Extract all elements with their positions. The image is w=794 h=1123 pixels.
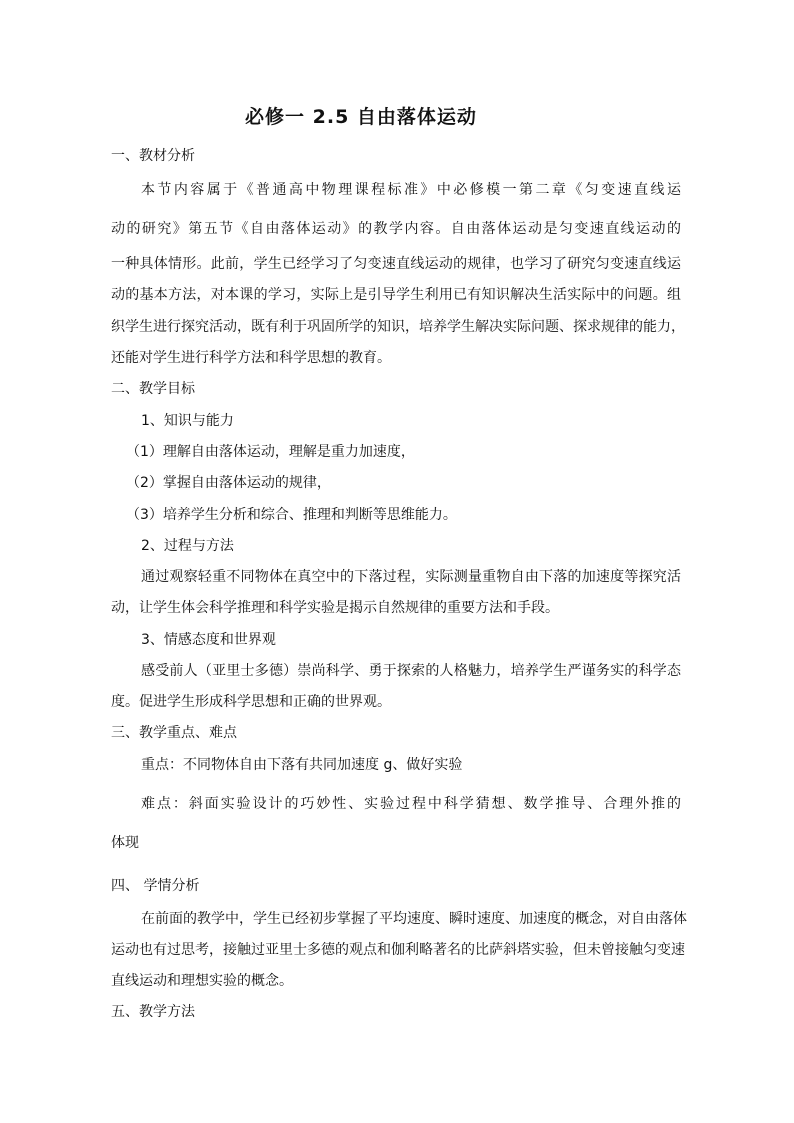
difficult-point-line: 难点：斜面实验设计的巧妙性、实验过程中科学猜想、数学推导、合理外推的	[141, 796, 681, 812]
paragraph-line: 直线运动和理想实验的概念。	[111, 973, 293, 989]
document-title: 必修一 2.5 自由落体运动	[245, 106, 477, 128]
paragraph-line: 一种具体情形。此前，学生已经学习了匀变速直线运动的规律，也学习了研究匀变速直线运	[111, 256, 681, 272]
paragraph-line: 织学生进行探究活动，既有利于巩固所学的知识，培养学生解决实际问题、探求规律的能力，	[111, 319, 685, 335]
difficult-point-line: 体现	[111, 835, 139, 851]
subheading-process-method: 2、过程与方法	[141, 538, 234, 554]
paragraph-line: 还能对学生进行科学方法和科学思想的教育。	[111, 350, 391, 366]
paragraph-line: 本节内容属于《普通高中物理课程标准》中必修模一第二章《匀变速直线运	[141, 182, 681, 198]
subheading-knowledge-ability: 1、知识与能力	[141, 413, 234, 429]
paragraph-line: 通过观察轻重不同物体在真空中的下落过程，实际测量重物自由下落的加速度等探究活	[141, 569, 681, 585]
section-heading-teaching-goals: 二、教学目标	[111, 381, 195, 397]
paragraph-line: 在前面的教学中，学生已经初步掌握了平均速度、瞬时速度、加速度的概念，对自由落体	[141, 911, 687, 927]
paragraph-line: 运动也有过思考，接触过亚里士多德的观点和伽利略著名的比萨斜塔实验，但未曾接触匀变速	[111, 942, 685, 958]
goal-item: （1）理解自由落体运动，理解是重力加速度，	[126, 444, 415, 460]
paragraph-line: 动的研究》第五节《自由落体运动》的教学内容。自由落体运动是匀变速直线运动的	[111, 221, 681, 237]
paragraph-line: 动，让学生体会科学推理和科学实验是揭示自然规律的重要方法和手段。	[111, 600, 559, 616]
paragraph-line: 动的基本方法，对本课的学习，实际上是引导学生利用已有知识解决生活实际中的问题。组	[111, 287, 681, 303]
goal-item: （3）培养学生分析和综合、推理和判断等思维能力。	[126, 507, 457, 523]
section-heading-teaching-methods: 五、教学方法	[111, 1004, 195, 1020]
section-heading-textbook-analysis: 一、教材分析	[111, 148, 195, 164]
section-heading-learner-analysis: 四、 学情分析	[111, 878, 200, 894]
goal-item: （2）掌握自由落体运动的规律，	[126, 475, 331, 491]
paragraph-line: 感受前人（亚里士多德）崇尚科学、勇于探索的人格魅力，培养学生严谨务实的科学态	[141, 663, 681, 679]
paragraph-line: 度。促进学生形成科学思想和正确的世界观。	[111, 694, 391, 710]
key-point-line: 重点：不同物体自由下落有共同加速度 g、做好实验	[141, 757, 463, 773]
section-heading-key-difficult-points: 三、教学重点、难点	[111, 725, 237, 741]
subheading-emotion-attitude: 3、情感态度和世界观	[141, 632, 276, 648]
